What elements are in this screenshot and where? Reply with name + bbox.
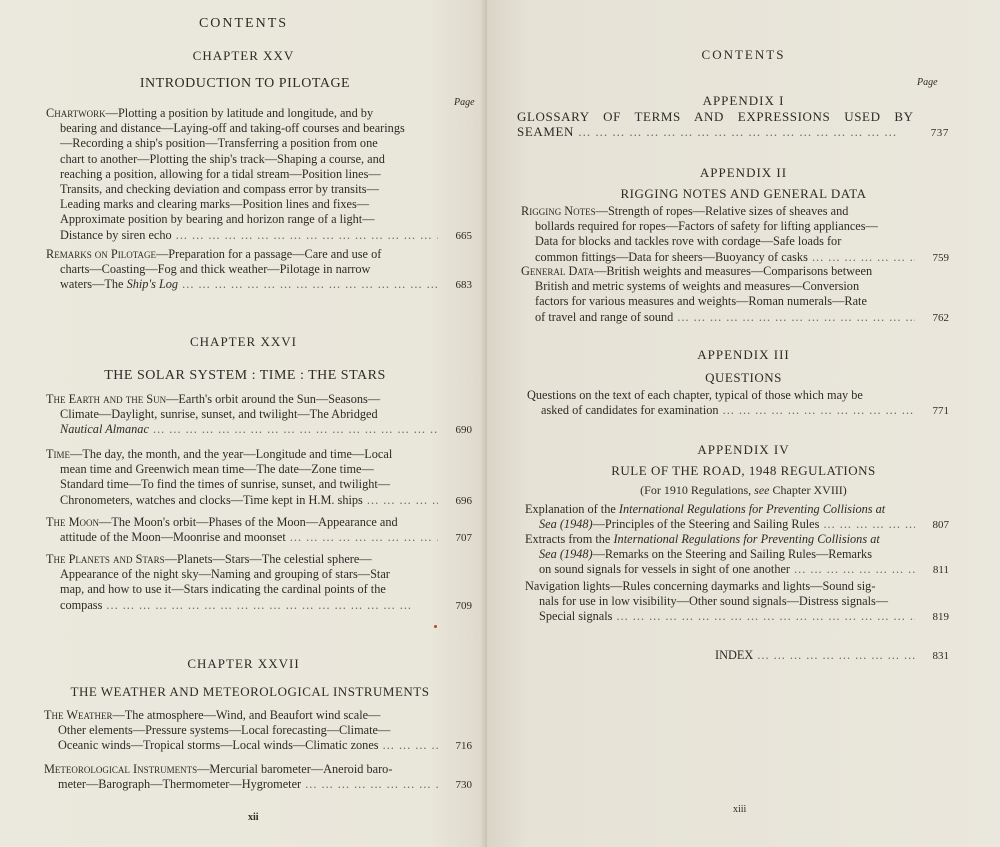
left-folio: xii [248, 812, 259, 823]
toc-entry-extracts-regulations[interactable]: Extracts from the International Regulations for Preventing Collisions at Sea (1948)—Remarks on the Steering and Sailing Rules—Remarks on sound signals for vessels in sight of one another ... . 811 [525, 532, 949, 579]
appendix-iv-subtitle: (For 1910 Regulations, see Chapter XVIII) [640, 483, 847, 497]
right-page-label: Page [917, 77, 938, 88]
chapter-xxvii-number: CHAPTER XXVII [187, 656, 300, 671]
chapter-xxv-number: CHAPTER XXV [192, 48, 295, 63]
appendix-iv-number: APPENDIX IV [697, 442, 790, 457]
page-number: 737 [930, 127, 949, 140]
chapter-xxv-title: INTRODUCTION TO PILOTAGE [139, 76, 351, 91]
chapter-xxvi-number: CHAPTER XXVI [190, 334, 297, 349]
toc-entry-chartwork[interactable]: Chartwork—Plotting a position by latitude and longitude, and by bearing and distance—Laying-off and taking-off courses and bearings —Recording a ship's position—Transferring a position from one chart to another—Plotting the ship's track—Shaping a course, and reaching a position, allowing for a tidal stream—Position lines— Transits, and checking deviation and compass error by transits— Leading marks and clearing marks—Position lines and fixes— Approximate position by bearing and horizon range of a light— Distance by siren echo ... . 665 [46, 106, 472, 244]
page-number: 831 [932, 650, 949, 662]
toc-entry-glossary[interactable]: GLOSSARY OF TERMS AND EXPRESSIONS USED BY SEAMEN ... . 737 [517, 109, 949, 141]
right-page [487, 0, 1000, 847]
toc-entry-earth-and-sun[interactable]: The Earth and the Sun—Earth's orbit around the Sun—Seasons— Climate—Daylight, sunrise, sunset, and twilight—The Abridged Nautical Almanac ... . 690 [46, 392, 472, 439]
entry-lead: Chartwork [46, 106, 106, 120]
toc-entry-meteorological-instruments[interactable]: Meteorological Instruments—Mercurial barometer—Aneroid baro- meter—Barograph—Thermometer—Hygrometer ... . 730 [44, 762, 472, 793]
toc-entry-navigation-lights[interactable]: Navigation lights—Rules concerning daymarks and lights—Sound sig- nals for use in low visibility—Other sound signals—Distress signals— Special signals ... . 819 [525, 579, 949, 626]
toc-entry-the-moon[interactable]: The Moon—The Moon's orbit—Phases of the Moon—Appearance and attitude of the Moon—Moonrise and moonset ... . 707 [46, 515, 472, 546]
toc-entry-rigging-notes[interactable]: Rigging Notes—Strength of ropes—Relative sizes of sheaves and bollards required for ropes—Factors of safety for lifting appliances— Data for blocks and tackles rove with cordage—Safe loads for common fittings—Data for sheers—Buoyancy of casks ... . 759 [521, 204, 949, 266]
toc-entry-general-data[interactable]: General Data—British weights and measures—Comparisons between British and metric systems of weights and measures—Conversion factors for various measures and weights—Roman numerals—Rate of travel and range of sound ... . 762 [521, 264, 949, 326]
page-number: 709 [455, 599, 472, 612]
appendix-iv-title: RULE OF THE ROAD, 1948 REGULATIONS [611, 463, 876, 478]
page-number: 759 [932, 251, 949, 264]
toc-entry-the-weather[interactable]: The Weather—The atmosphere—Wind, and Beaufort wind scale— Other elements—Pressure systems—Local forecasting—Climate— Oceanic winds—Tropical storms—Local winds—Climatic zones ... . 716 [44, 708, 472, 755]
appendix-iii-title: QUESTIONS [705, 370, 782, 385]
toc-entry-explanation-regulations[interactable]: Explanation of the International Regulations for Preventing Collisions at Sea (1948)—Principles of the Steering and Sailing Rules ... . 807 [525, 502, 949, 533]
page-number: 819 [932, 611, 949, 624]
page-number: 707 [455, 532, 472, 545]
page-number: 771 [932, 405, 949, 418]
page-number: 665 [455, 229, 472, 242]
toc-entry-questions[interactable]: Questions on the text of each chapter, typical of those which may be asked of candidates for examination ... . 771 [527, 388, 949, 419]
appendix-iii-number: APPENDIX III [697, 347, 790, 362]
page-number: 696 [455, 494, 472, 507]
right-folio: xiii [733, 804, 747, 815]
toc-entry-planets-and-stars[interactable]: The Planets and Stars—Planets—Stars—The celestial sphere— Appearance of the night sky—Naming and grouping of stars—Star map, and how to use it—Stars indicating the cardinal points of the compass ... . 709 [46, 552, 472, 614]
right-contents-header: CONTENTS [701, 47, 786, 62]
page-number: 762 [932, 311, 949, 324]
toc-entry-remarks-on-pilotage[interactable]: Remarks on Pilotage—Preparation for a passage—Care and use of charts—Coasting—Fog and thick weather—Pilotage in narrow waters—The Ship's Log ... . 683 [46, 247, 472, 294]
page-number: 730 [455, 779, 472, 792]
toc-entry-time[interactable]: Time—The day, the month, and the year—Longitude and time—Local mean time and Greenwich mean time—The date—Zone time— Standard time—To find the times of sunrise, sunset, and twilight— Chronometers, watches and clocks—Time kept in H.M. ships ... . 696 [46, 447, 472, 509]
ink-spot [434, 625, 437, 628]
page-number: 807 [932, 519, 949, 532]
chapter-xxvi-title: THE SOLAR SYSTEM : TIME : THE STARS [104, 368, 386, 383]
appendix-ii-title: RIGGING NOTES AND GENERAL DATA [620, 186, 867, 201]
toc-entry-index[interactable]: INDEX ... . 831 [715, 648, 949, 664]
page-number: 811 [932, 564, 949, 577]
left-contents-header: CONTENTS [198, 16, 289, 31]
left-page [0, 0, 487, 847]
page-number: 690 [455, 424, 472, 437]
left-page-label: Page [454, 97, 475, 108]
page-number: 716 [455, 740, 472, 753]
appendix-ii-number: APPENDIX II [699, 165, 788, 180]
appendix-i-number: APPENDIX I [702, 93, 785, 108]
page-number: 683 [455, 279, 472, 292]
chapter-xxvii-title: THE WEATHER AND METEOROLOGICAL INSTRUMENTS [70, 684, 430, 699]
